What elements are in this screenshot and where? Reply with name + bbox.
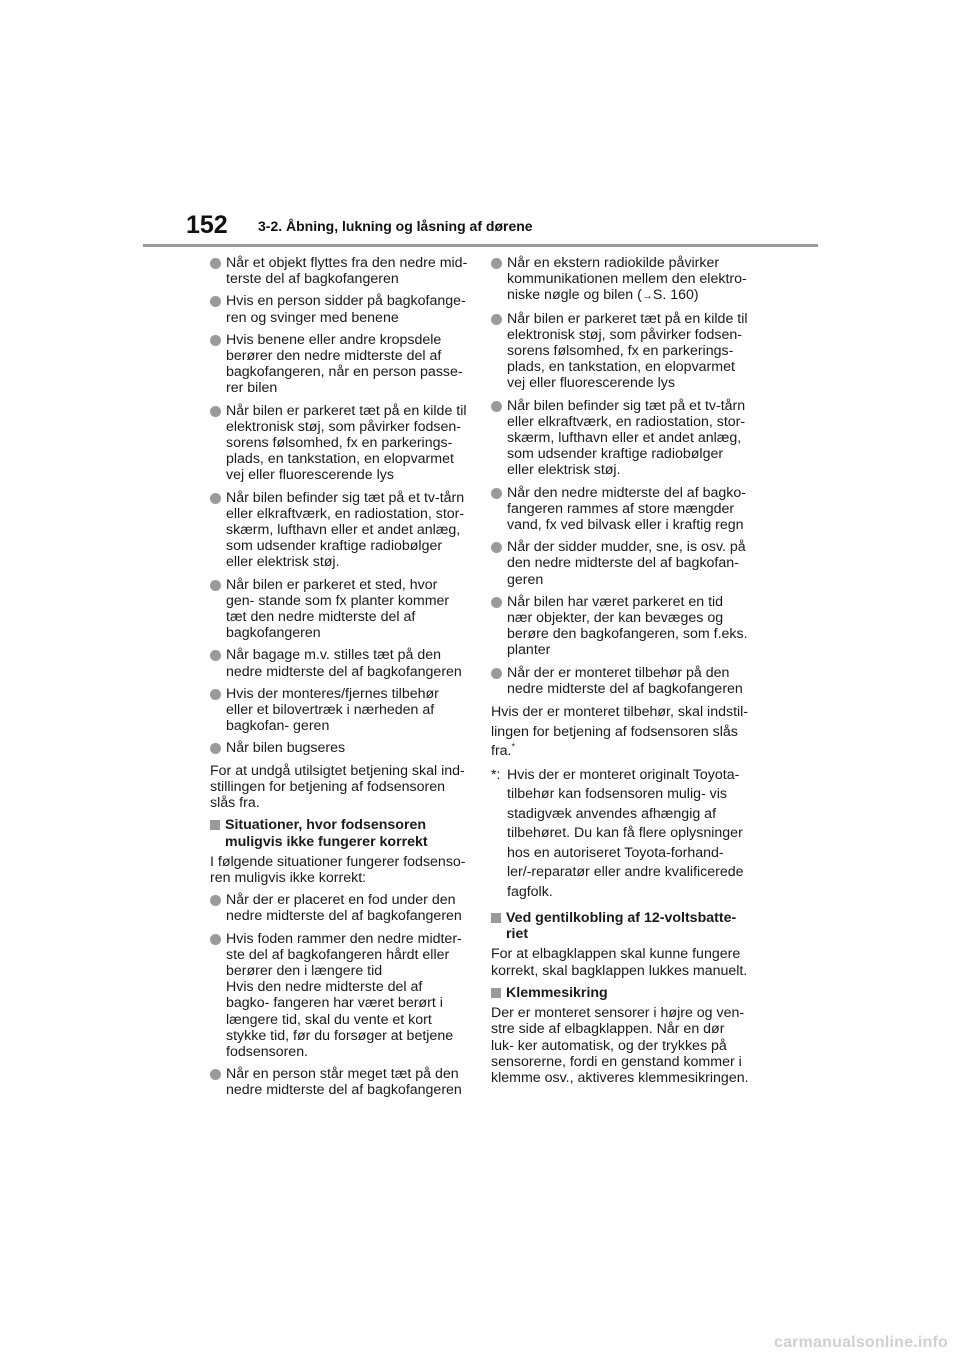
footnote: *: Hvis der er monteret originalt Toyota-tilbehør kan fodsensoren mulig- vis stadigvæk anvendes afhængig af tilbehøret. Du kan få flere oplysninger hos en autoriseret Toyota-forhand- ler/-reparatør eller andre kvalificerede fagfolk. xyxy=(491,766,744,900)
list-item: Hvis en person sidder på bagkofange- ren og svinger med benene xyxy=(210,293,468,325)
list-item: Når der er monteret tilbehør på den nedre midterste del af bagkofangeren xyxy=(491,665,749,697)
list-item: Når en ekstern radiokilde påvirker kommunikationen mellem den elektro- niske nøgle og bilen (→S. 160) xyxy=(491,255,749,305)
bullet-icon xyxy=(210,406,221,417)
footnote-mark: *: xyxy=(491,766,501,783)
subheading: Klemmesikring xyxy=(491,985,749,1001)
paragraph: For at undgå utilsigtet betjening skal ind- stillingen for betjening af fodsensoren slås fra. xyxy=(210,762,465,812)
bullet-icon xyxy=(210,258,221,269)
paragraph: For at elbagklappen skal kunne fungere korrekt, skal bagklappen lukkes manuelt. xyxy=(491,946,748,979)
page-reference: S. 160) xyxy=(652,287,699,304)
list-item: Hvis benene eller andre kropsdele berører den nedre midterste del af bagkofangeren, når en person passe- rer bilen xyxy=(210,332,468,397)
bullet-icon xyxy=(491,401,502,412)
subheading: Ved gentilkobling af 12-voltsbatte- riet xyxy=(491,910,749,942)
list-item: Når bilen er parkeret et sted, hvor gen- stande som fx planter kommer tæt den nedre midterste del af bagkofangeren xyxy=(210,577,468,642)
bullet-icon xyxy=(210,689,221,700)
square-bullet-icon xyxy=(491,988,501,998)
list-item: Når bilen bugseres xyxy=(210,740,468,756)
bullet-icon xyxy=(210,650,221,661)
arrow-right-icon: → xyxy=(641,290,653,303)
paragraph: Hvis der er monteret tilbehør, skal indstil- lingen for betjening af fodsensoren slås fra.* xyxy=(491,704,749,760)
watermark: carmanualsonline.info xyxy=(773,1334,948,1351)
bullet-icon xyxy=(491,542,502,553)
square-bullet-icon xyxy=(210,820,220,830)
bullet-icon xyxy=(210,296,221,307)
bullet-icon xyxy=(210,580,221,591)
right-column xyxy=(491,255,749,1092)
list-item: Når der er placeret en fod under den nedre midterste del af bagkofangeren xyxy=(210,892,468,924)
paragraph: I følgende situationer fungerer fodsenso- ren muligvis ikke korrekt: xyxy=(210,853,466,886)
bullet-icon xyxy=(491,488,502,499)
list-item: Hvis foden rammer den nedre midter- ste del af bagkofangeren hårdt eller berører den i længere tid Hvis den nedre midterste del af bagko- fangeren har været berørt i længere tid, skal du vente et kort stykke tid, før du forsøger at betjene fodsensoren. xyxy=(210,931,468,1061)
section-title: 3-2. Åbning, lukning og låsning af dørene xyxy=(258,218,533,234)
bullet-icon xyxy=(210,493,221,504)
list-item: Når bilen har været parkeret en tid nær objekter, der kan bevæges og berøre den bagkofangeren, som f.eks. planter xyxy=(491,594,749,659)
list-item: Når den nedre midterste del af bagko- fangeren rammes af store mængder vand, fx ved bilvask eller i kraftig regn xyxy=(491,485,749,534)
page-header xyxy=(0,0,960,250)
list-item: Når der sidder mudder, sne, is osv. på den nedre midterste del af bagkofan- geren xyxy=(491,539,749,588)
list-item: Hvis der monteres/fjernes tilbehør eller et bilovertræk i nærheden af bagkofan- geren xyxy=(210,686,468,735)
list-item: Når bilen befinder sig tæt på et tv-tårn eller elkraftværk, en radiostation, stor- skærm, lufthavn eller et andet anlæg, som udsender kraftige radiobølger eller elektrisk støj. xyxy=(491,398,749,479)
header-divider xyxy=(143,244,818,247)
bullet-icon xyxy=(210,895,221,906)
bullet-icon xyxy=(491,668,502,679)
list-item: Når bilen befinder sig tæt på et tv-tårn eller elkraftværk, en radiostation, stor- skærm, lufthavn eller et andet anlæg, som udsender kraftige radiobølger eller elektrisk støj. xyxy=(210,490,468,571)
paragraph: Der er monteret sensorer i højre og ven- stre side af elbagklappen. Når en dør luk- ker automatisk, og der trykkes på sensorerne, fordi en genstand kommer i klemme osv., aktiveres klemmesikringen. xyxy=(491,1005,749,1086)
page-number: 152 xyxy=(186,211,228,239)
list-item: Når bilen er parkeret tæt på en kilde til elektronisk støj, som påvirker fodsen- sorens følsomhed, fx en parkerings- plads, en tankstation, en elopvarmet vej eller fluorescerende lys xyxy=(491,311,749,392)
bullet-icon xyxy=(491,597,502,608)
square-bullet-icon xyxy=(491,913,501,923)
list-item: Når bagage m.v. stilles tæt på den nedre midterste del af bagkofangeren xyxy=(210,647,468,679)
bullet-icon xyxy=(491,258,502,269)
subheading: Situationer, hvor fodsensoren muligvis ikke fungerer korrekt xyxy=(210,817,468,849)
left-column xyxy=(210,255,468,1105)
list-item: Når bilen er parkeret tæt på en kilde til elektronisk støj, som påvirker fodsen- sorens følsomhed, fx en parkerings- plads, en tankstation, en elopvarmet vej eller fluorescerende lys xyxy=(210,403,468,484)
bullet-icon xyxy=(491,314,502,325)
list-item: Når et objekt flyttes fra den nedre mid- terste del af bagkofangeren xyxy=(210,255,468,287)
footnote-marker: * xyxy=(511,741,516,752)
bullet-icon xyxy=(210,335,221,346)
bullet-icon xyxy=(210,1069,221,1080)
bullet-icon xyxy=(210,934,221,945)
bullet-icon xyxy=(210,743,221,754)
list-item: Når en person står meget tæt på den nedre midterste del af bagkofangeren xyxy=(210,1066,468,1098)
